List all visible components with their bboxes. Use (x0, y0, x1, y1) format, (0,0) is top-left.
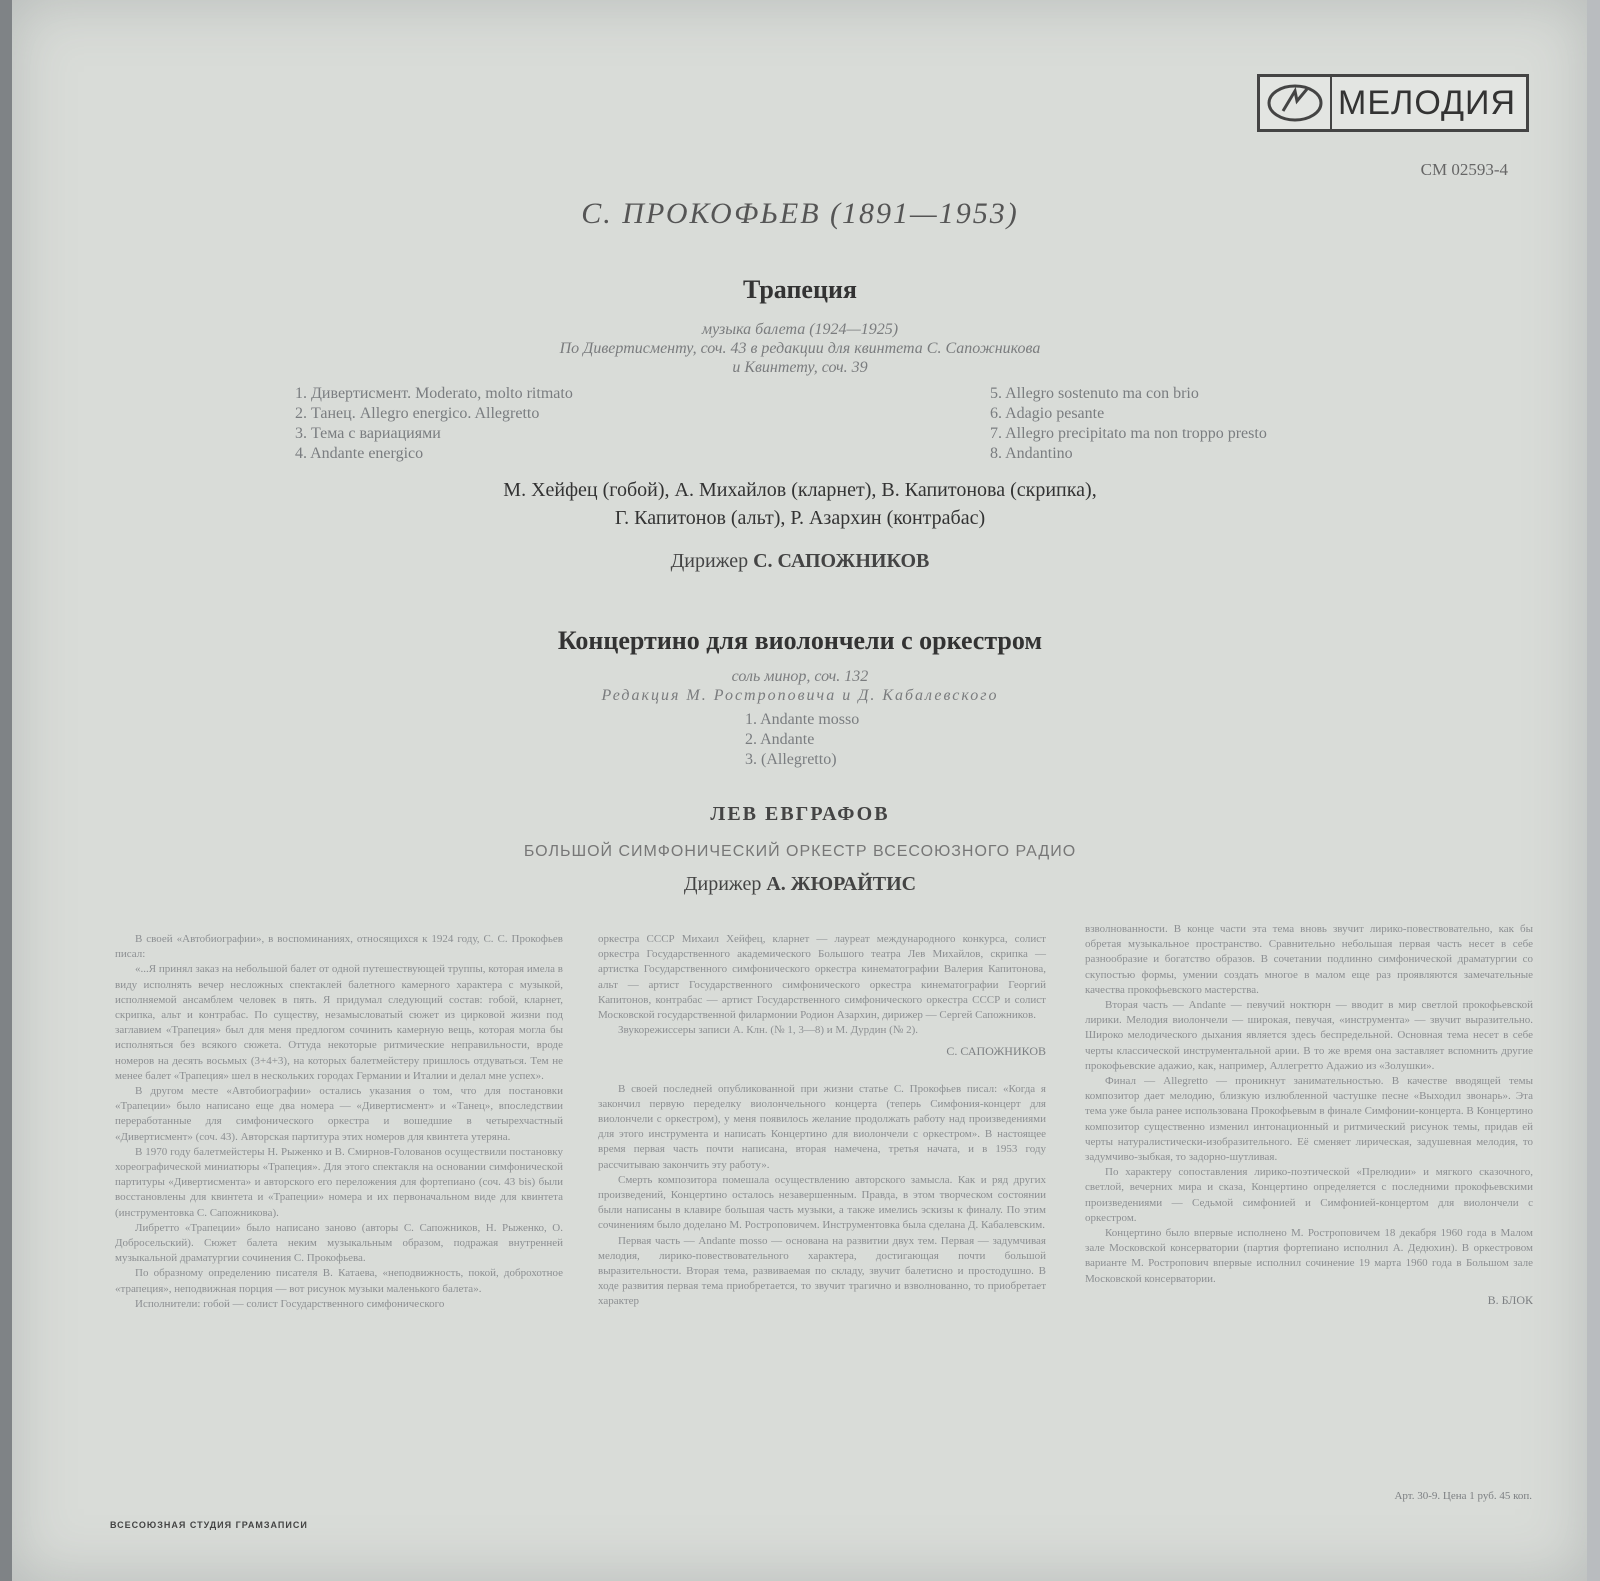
notes-paragraph: По характеру сопоставления лирико-поэтической «Прелюдии» и мягкого сказочного, светлой, вечерних мира и сказа, Концертино определяется с последними прокофьевскими произведениями — Седьмой симфонией и Симфонией-концертом для виолончели с оркестром. (1085, 1166, 1533, 1224)
work1-performers (0, 476, 1600, 532)
work1-tracks-right (990, 384, 1267, 464)
catalog-number: СМ 02593-4 (1420, 160, 1508, 179)
track-item: 3. (Allegretto) (745, 751, 837, 768)
conductor-name: С. САПОЖНИКОВ (753, 550, 930, 572)
track-item: 8. Andantino (990, 445, 1073, 462)
liner-notes-column-3 (1085, 922, 1533, 1322)
notes-paragraph: Концертино было впервые исполнено М. Ростроповичем 18 декабря 1960 года в Малом зале Московской консерватории (партия фортепиано исполнил А. Дедюхин). В оркестровом варианте М. Ростропович впервые исполнил сочинение 19 марта 1960 года в Большом зале Московской консерватории. (1085, 1227, 1533, 1285)
notes-paragraph: Первая часть — Andante mosso — основана на развитии двух тем. Первая — задумчивая мелодия, лирико-повествовательного характера, достигающая почти большой выразительности. Вторая тема, развиваемая по складу, звучит балетисно и простодушно. В ходе развития первая тема приобретается, то звучит трагично и взволнованно, то приобретает характер (598, 1234, 1046, 1308)
track-item: 2. Andante (745, 731, 815, 748)
notes-paragraph: В своей последней опубликованной при жизни статье С. Прокофьев писал: «Когда я закончил первую переделку виолончельного концерта (теперь Симфония-концерт для виолончели с оркестром), у меня появилось желание продолжать работу над произведениями для этого инструмента и написать Концертино для виолончели с оркестром». В настоящее время первая часть почти написана, вторая намечена, третья начата, и в 1953 году рассчитываю закончить эту работу». (598, 1082, 1046, 1171)
performers-line: М. Хейфец (гобой), А. Михайлов (кларнет), В. Капитонова (скрипка), (503, 479, 1097, 501)
work2-tracks (745, 710, 859, 770)
soloist-name (0, 803, 1600, 826)
melodiya-logo (1257, 74, 1529, 132)
notes-paragraph: Вторая часть — Andante — певучий ноктюрн — вводит в мир светлой прокофьевской лирики. Мелодия виолончели — широкая, певучая, «инструмента» — звучит выразительно. Широко мелодического дыхания является здесь беспредельной. Основная тема несет в себе черты классической инструментальной арии. В то же время она заставляет вспомнить другие прокофьевские адажио, как, например, Аллегретто Адажио из «Золушки». (1085, 999, 1533, 1072)
work2-subtitle (0, 667, 1600, 705)
work1-title: Трапеция (742, 275, 858, 304)
notes-paragraph: По образному определению писателя В. Катаева, «неподвижность, покой, доброхотное «трапеция», неподвижная порция — вот рисунок музыки маленького балета». (115, 1267, 563, 1295)
work2-subtitle-line: Редакция М. Ростроповича и Д. Кабалевского (601, 687, 999, 704)
orchestra-name: БОЛЬШОЙ СИМФОНИЧЕСКИЙ ОРКЕСТР ВСЕСОЮЗНОГО РАДИО (523, 843, 1077, 860)
track-item: 2. Танец. Allegro energico. Allegretto (295, 405, 540, 422)
liner-notes-column-1 (115, 932, 563, 1312)
track-item: 1. Andante mosso (745, 711, 860, 728)
notes-paragraph: оркестра СССР Михаил Хейфец, кларнет — лауреат международного конкурса, солист оркестра Государственного академического Большого театра Лев Михайлов, скрипка — артистка Государственного симфонического оркестра кинематографии Валерия Капитонова, альт — артист Государственного симфонического оркестра кинематографии Георгий Капитонов, контрабас — артист Государственного симфонического оркестра СССР и солист Московской государственной филармонии Родион Азархин, дирижер — Сергей Сапожников. (598, 933, 1046, 1022)
track-item: 1. Дивертисмент. Moderato, molto ritmato (295, 385, 573, 402)
notes-paragraph: Финал — Allegretto — проникнут занимательностью. В качестве вводящей темы композитор дает мелодию, близкую излюбленной частушке песне «Выходил звонарь». Эта тема уже была ранее использована Прокофьевым в финале Симфонии-концерта. В Концертино композитор существенно изменил интонационный и ритмический рисунок темы, придав ей черты натуралистически-изобразительного. Её сменяет лирическая, задушевная мелодия, то задумчиво-зыбкая, то задорно-шутливая. (1085, 1075, 1533, 1164)
notes-paragraph: В своей «Автобиографии», в воспоминаниях, относящихся к 1924 году, С. С. Прокофьев писал: (115, 933, 563, 961)
work1-conductor (0, 550, 1600, 573)
notes-paragraph: В другом месте «Автобиографии» остались указания о том, что для постановки «Трапеции» было написано еще два номера — «Дивертисмент» и «Танец», впоследствии переработанные для симфонического оркестра и вошедшие в четырехчастный «Дивертисмент» (соч. 43). Авторская партитура этих номеров для квинтета утеряна. (115, 1085, 563, 1143)
conductor-label: Дирижер (683, 873, 762, 895)
notes-paragraph: Смерть композитора помешала осуществлению авторского замысла. Как и ряд других произведений, Концертино осталось незавершенным. Правда, в этом творческом состоянии были написаны в клавире большая часть музыки, а также имелись эскизы к финалу. По этим сочинениям было доделано М. Ростроповичем. Инструментовка была сделана Д. Кабалевским. (598, 1173, 1046, 1232)
logo-text: МЕЛОДИЯ (1338, 83, 1517, 122)
work1-subtitle-line: и Квинтету, соч. 39 (732, 359, 868, 376)
work2-title: Концертино для виолончели с оркестром (557, 626, 1043, 655)
record-sleeve (12, 0, 1587, 1581)
work1-subtitle (0, 320, 1600, 377)
notes-paragraph: Звукорежиссеры записи А. Клн. (№ 1, 3—8) и М. Дурдин (№ 2). (618, 1024, 918, 1037)
notes-paragraph: Либретто «Трапеции» было написано заново (авторы С. Сапожников, Н. Рыженко, О. Добросельский). Сюжет балета неким музыкальным образом, подражая внутренней музыкальной драматургии сочинения С. Прокофьева. (115, 1221, 563, 1265)
soloist: ЛЕВ ЕВГРАФОВ (710, 803, 890, 825)
composer-heading: С. ПРОКОФЬЕВ (1891—1953) (581, 197, 1019, 230)
performers-line: Г. Капитонов (альт), Р. Азархин (контрабас) (614, 507, 986, 529)
notes-paragraph: «...Я принял заказ на небольшой балет от одной путешествующей труппы, которая имела в виду исполнять вечер несложных спектаклей балетного камерного характера с музыкой, исполняемой ансамблем человек в пять. Я придумал следующий состав: гобой, кларнет, скрипка, альт и контрабас. По существу, незамысловатый сюжет из цирковой жизни под заглавием «Трапеция» был для меня предлогом сочинить камерную вещь, которая могла бы исполняться без всякого сюжета. Оттуда некоторые ритмические неправильности, вроде номеров на десять восьмых (3+4+3), на которых балетмейстеру пришлось отдуваться. Тем не менее балет «Трапеция» шел в нескольких городах Германии и Италии и делал мне успех». (115, 963, 563, 1082)
melodiya-emblem-icon (1260, 77, 1332, 129)
notes-paragraph: Исполнители: гобой — солист Государственного симфонического (135, 1297, 445, 1310)
work1-subtitle-line: музыка балета (1924—1925) (701, 321, 899, 338)
track-item: 5. Allegro sostenuto ma con brio (990, 385, 1199, 402)
work1-subtitle-line: По Дивертисменту, соч. 43 в редакции для квинтета С. Сапожникова (559, 340, 1041, 357)
notes-paragraph: взволнованности. В конце части эта тема вновь звучит лирико-повествовательно, как бы обретая музыкальное пространство. Сравнительно небольшая первая часть несет в себе разнообразие и богатство образов. В сочетании подлинно симфонической драматургии со скупостью формы, умении создать многое в малом еще раз проявляются замечательные качества прокофьевского мастерства. (1085, 923, 1533, 996)
liner-notes-column-2 (598, 932, 1046, 1310)
price-line: Арт. 30-9. Цена 1 руб. 45 коп. (1394, 1490, 1532, 1502)
work1-tracks-left (295, 384, 573, 464)
conductor-name: А. ЖЮРАЙТИС (766, 873, 917, 895)
track-item: 7. Allegro precipitato ma non troppo presto (990, 425, 1267, 442)
work2-subtitle-line: соль минор, соч. 132 (731, 668, 869, 685)
conductor-label: Дирижер (670, 550, 749, 572)
work2-conductor (0, 873, 1600, 896)
track-item: 4. Andante energico (295, 445, 424, 462)
notes-signature: В. БЛОК (1487, 1292, 1533, 1307)
notes-paragraph: В 1970 году балетмейстеры Н. Рыженко и В. Смирнов-Голованов осуществили постановку хореографической миниатюры «Трапеция». Для этого спектакля на основании симфонической партитуры «Дивертисмента» и авторского его переложения для фортепиано (соч. 43 bis) были восстановлены для квинтета и «Трапеции» номера и их первоначальном виде для квинтета (инструментовка С. Сапожникова). (115, 1145, 563, 1219)
track-item: 6. Adagio pesante (990, 405, 1105, 422)
studio-name: ВСЕСОЮЗНАЯ СТУДИЯ ГРАМЗАПИСИ (110, 1520, 308, 1530)
notes-signature: С. САПОЖНИКОВ (946, 1044, 1046, 1059)
track-item: 3. Тема с вариациями (295, 425, 441, 442)
